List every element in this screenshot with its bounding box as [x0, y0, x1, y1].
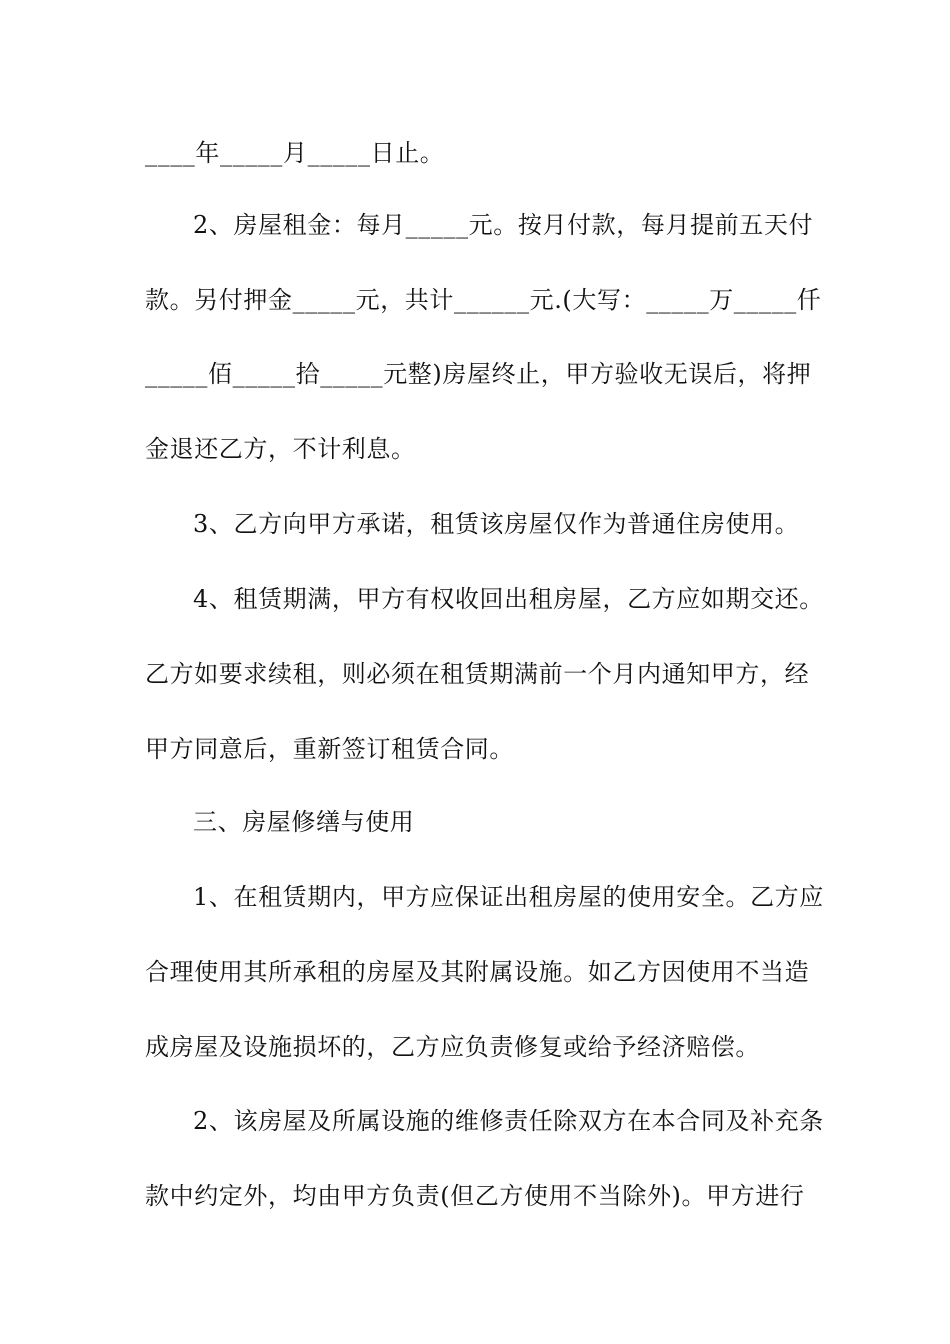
text-line-6: 3、乙方向甲方承诺，租赁该房屋仅作为普通住房使用。 [193, 510, 800, 538]
text-line-14: 2、该房屋及所属设施的维修责任除双方在本合同及补充条 [193, 1107, 824, 1135]
text-line-1: ____年_____月_____日止。 [145, 139, 445, 167]
text-line-15: 款中约定外，均由甲方负责(但乙方使用不当除外)。甲方进行 [145, 1182, 805, 1210]
text-line-8: 乙方如要求续租，则必须在租赁期满前一个月内通知甲方，经 [145, 660, 810, 688]
text-line-3: 款。另付押金_____元，共计______元.(大写：_____万_____仟 [145, 286, 822, 314]
text-line-7: 4、租赁期满，甲方有权收回出租房屋，乙方应如期交还。 [193, 585, 824, 613]
text-line-13: 成房屋及设施损坏的，乙方应负责修复或给予经济赔偿。 [145, 1033, 760, 1061]
text-line-11: 1、在租赁期内，甲方应保证出租房屋的使用安全。乙方应 [193, 883, 824, 911]
text-line-5: 金退还乙方，不计利息。 [145, 435, 416, 463]
text-line-4: _____佰_____拾_____元整)房屋终止，甲方验收无误后，将押 [145, 360, 812, 388]
text-line-9: 甲方同意后，重新签订租赁合同。 [145, 735, 514, 763]
section-heading: 三、房屋修缮与使用 [193, 808, 415, 836]
text-line-2: 2、房屋租金：每月_____元。按月付款，每月提前五天付 [193, 211, 814, 239]
text-line-12: 合理使用其所承租的房屋及其附属设施。如乙方因使用不当造 [145, 958, 810, 986]
